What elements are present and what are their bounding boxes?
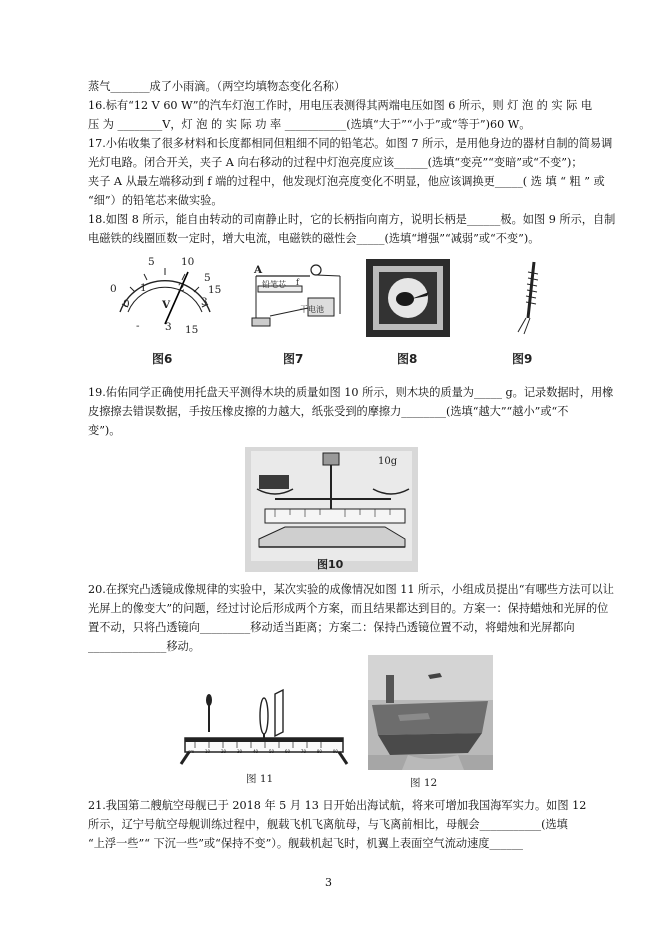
bench-tick: 10	[205, 749, 211, 754]
voltmeter-tick-10: 10	[181, 256, 195, 268]
bench-tick: 20	[220, 749, 227, 754]
text-line-9: 19.佑佑同学正确使用托盘天平测得木块的质量如图 10 所示，则木块的质量为_____ g。记录数据时，用橡	[88, 386, 614, 399]
balance-weight-label: 10g	[378, 456, 398, 467]
text-line-6: “细”）的铅笔芯来做实验。	[88, 194, 223, 207]
text-line-13: 光屏上的像变大”的问题，经过讨论后形成两个方案，而且结果都达到目的。方案一：保持蜡烛和光屏的位	[88, 602, 609, 615]
fig7-circuit	[250, 262, 350, 334]
bench-tick: 70	[300, 749, 306, 754]
voltmeter-tick-5: 5	[148, 256, 155, 268]
page-number: 3	[325, 876, 332, 889]
fig12-caption: 图 12	[410, 777, 438, 789]
fig8-sinan	[365, 258, 451, 338]
text-line-15: ______________移动。	[88, 640, 200, 653]
fig11-optical-bench	[175, 688, 353, 766]
text-line-2: 压 为 ________V，灯 泡 的 实 际 功 率 ___________(选填“大于”“小于”或“等于”)60 W。	[88, 118, 531, 131]
fig7-caption: 图7	[283, 352, 304, 366]
voltmeter-terminal-15: 15	[185, 324, 199, 336]
text-line-5: 夹子 A 从最左端移动到 f 端的过程中，他发现灯泡亮度变化不明显，他应该调换更_____( 选 填 “ 粗 ” 或	[88, 175, 605, 188]
fig8-caption: 图8	[397, 352, 418, 366]
bench-tick: cm	[188, 749, 195, 754]
bench-tick: 90	[332, 749, 338, 754]
voltmeter-terminal-3: 3	[165, 321, 172, 333]
bench-tick: 50	[268, 749, 275, 754]
text-line-11: 变”)。	[88, 424, 121, 437]
fig11-caption: 图 11	[246, 773, 274, 785]
text-line-8: 电磁铁的线圈匝数一定时，增大电流，电磁铁的磁性会_____(选填“增强”“减弱”或“不变”)。	[88, 232, 540, 245]
circuit-clip-label: A	[254, 264, 263, 276]
fig12-carrier-photo	[368, 655, 493, 770]
voltmeter-tick-0: 0	[123, 298, 130, 310]
voltmeter-outer-mid: 5	[204, 272, 211, 284]
fig6-caption: 图6	[152, 352, 173, 366]
bench-scale	[188, 749, 338, 754]
text-line-14: 置不动，只将凸透镜向_________移动适当距离；方案二：保持凸透镜位置不动，将蜡烛和光屏都向	[88, 621, 575, 634]
voltmeter-terminal-neg: -	[136, 320, 140, 332]
text-line-16: 21.我国第二艘航空母舰已于 2018 年 5 月 13 日开始出海试航，将来可增加我国海军实力。如图 12	[88, 799, 587, 812]
text-line-18: “上浮一些”“ 下沉一些”或“保持不变”）。舰载机起飞时，机翼上表面空气流动速度______	[88, 837, 524, 850]
fig9-caption: 图9	[512, 352, 533, 366]
text-line-1: 16.标有“12 V 60 W”的汽车灯泡工作时，用电压表测得其两端电压如图 6 所示，则 灯 泡 的 实 际 电	[88, 99, 593, 112]
voltmeter-outer-end: 15	[208, 284, 222, 296]
circuit-battery-label: 干电池	[300, 305, 324, 314]
text-line-0: 蒸气_______成了小雨滴。（两空均填物态变化名称）	[88, 80, 346, 93]
text-line-7: 18.如图 8 所示，能自由转动的司南静止时，它的长柄指向南方，说明长柄是______极。如图 9 所示，自制	[88, 213, 616, 226]
text-line-4: 光灯电路。闭合开关，夹子 A 向右移动的过程中灯泡亮度应该______(选填“变亮”“变暗”或“不变”)；	[88, 156, 583, 169]
voltmeter-tick-3: 3	[201, 296, 208, 308]
text-line-10: 皮擦擦去错误数据，手按压橡皮擦的力越大，纸张受到的摩擦力________(选填“越大”“越小”或“不	[88, 405, 569, 418]
circuit-lead-label: 铅笔芯	[262, 280, 286, 289]
text-line-3: 17.小佑收集了很多材料和长度都相同但粗细不同的铅笔芯。如图 7 所示，是用他身边的器材自制的简易调	[88, 137, 613, 150]
voltmeter-outer-zero: 0	[110, 283, 117, 295]
voltmeter-unit: V	[162, 299, 171, 311]
bench-tick: 60	[284, 749, 291, 754]
fig10-caption: 图10	[317, 558, 344, 571]
text-line-17: 所示，辽宁号航空母舰训练过程中，舰载飞机飞离航母，与飞离前相比，母舰会___________(选填	[88, 818, 568, 831]
text-line-12: 20.在探究凸透镜成像规律的实验中，某次实验的成像情况如图 11 所示，小组成员提出“有哪些方法可以让	[88, 583, 614, 596]
circuit-end-label: f	[296, 278, 299, 287]
voltmeter-tick-1: 1	[140, 282, 147, 294]
bench-tick: 80	[316, 749, 322, 754]
voltmeter-tick-2: 2	[178, 282, 185, 294]
bench-tick: 30	[236, 749, 243, 754]
fig9-electromagnet	[508, 258, 548, 340]
bench-tick: 40	[252, 749, 259, 754]
